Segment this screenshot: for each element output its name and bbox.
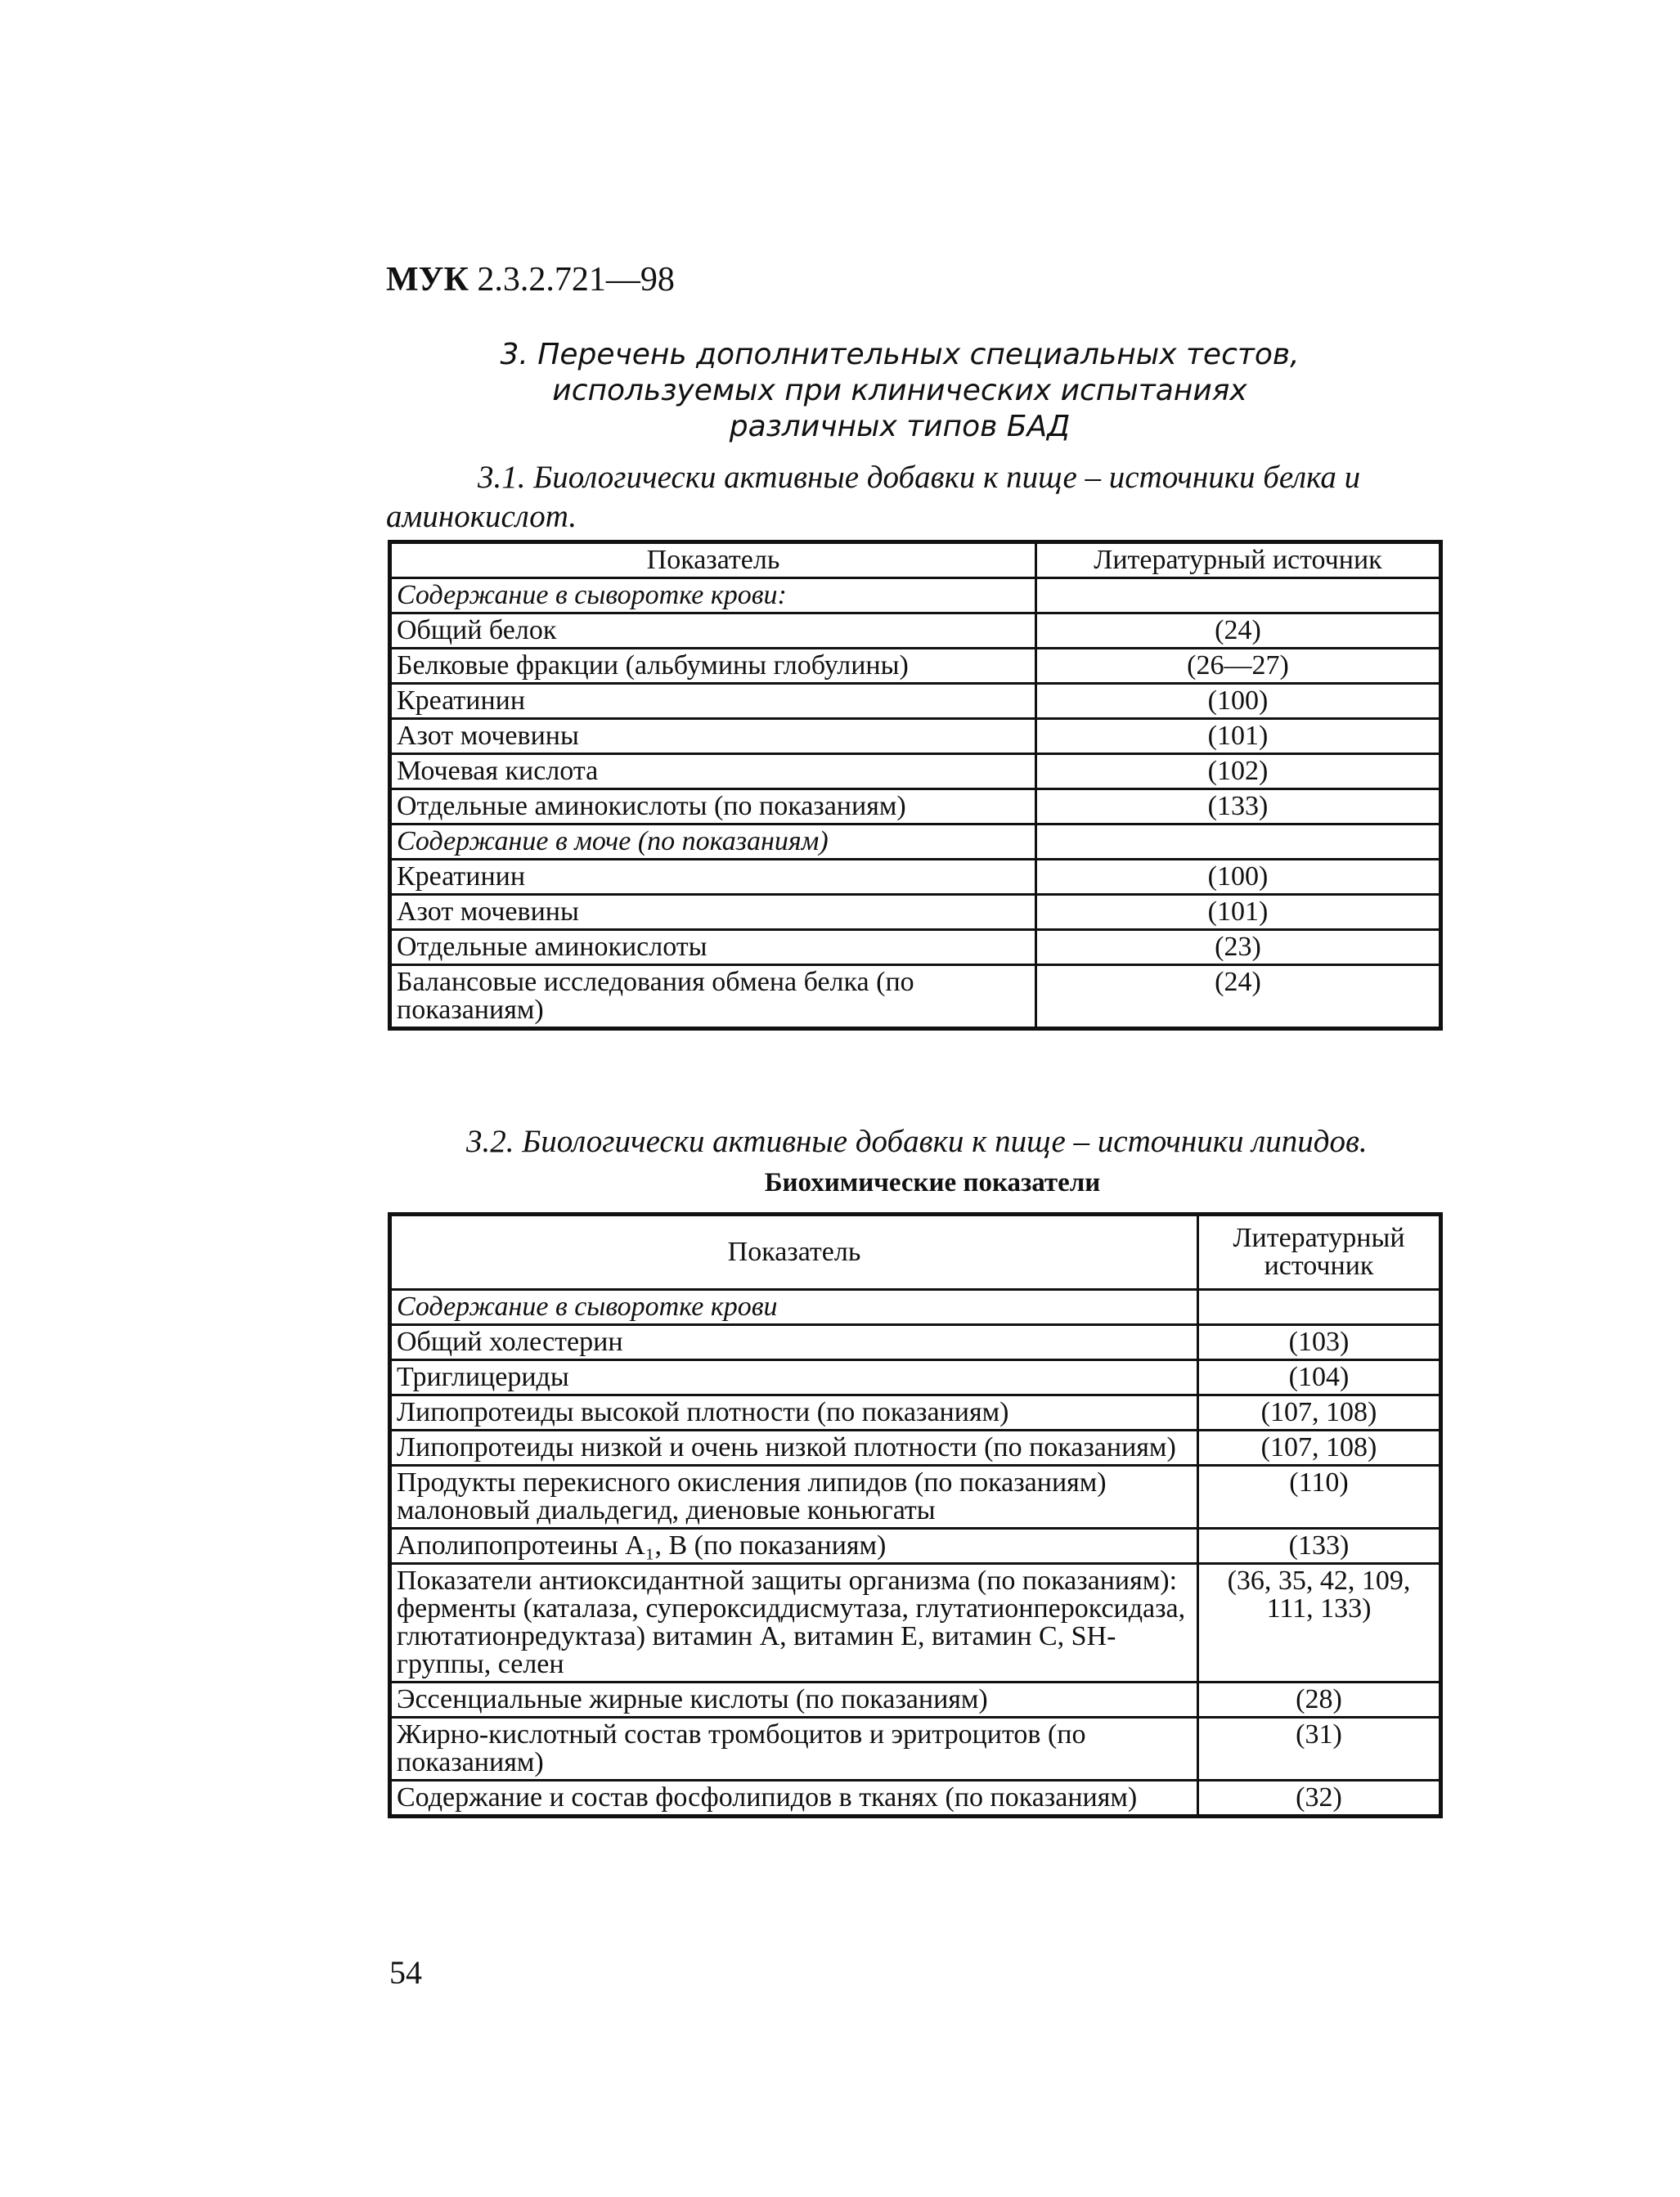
subsection-title-proteins: 3.1. Биологически активные добавки к пище – источники белка и аминокислот. bbox=[386, 460, 1361, 534]
indicator-cell: Креатинин bbox=[390, 860, 1036, 895]
table-row bbox=[390, 824, 1441, 860]
indicator-cell: Жирно-кислотный состав тромбоцитов и эритроцитов (по показаниям) bbox=[390, 1718, 1198, 1781]
table-row bbox=[390, 578, 1441, 613]
table-row bbox=[390, 895, 1441, 930]
table-header-row bbox=[390, 542, 1441, 578]
column-header-source: Литературный источник bbox=[1198, 1215, 1441, 1290]
indicator-cell: Общий холестерин bbox=[390, 1325, 1198, 1360]
table-row bbox=[390, 1395, 1441, 1431]
indicator-cell: Азот мочевины bbox=[390, 895, 1036, 930]
source-cell: (101) bbox=[1036, 719, 1441, 754]
table-row bbox=[390, 1529, 1441, 1564]
subsection-title-lipids: 3.2. Биологически активные добавки к пище – источники липидов. bbox=[466, 1124, 1368, 1159]
source-cell: (31) bbox=[1198, 1718, 1441, 1781]
indicator-cell: Аполипопротеины A₁, B (по показаниям) bbox=[390, 1529, 1198, 1564]
section-title bbox=[458, 337, 1341, 445]
source-cell bbox=[1036, 824, 1441, 860]
table-caption: Биохимические показатели bbox=[764, 1168, 1101, 1197]
source-cell bbox=[1036, 578, 1441, 613]
table-row bbox=[390, 965, 1441, 1029]
table-row bbox=[390, 1325, 1441, 1360]
table-row bbox=[390, 860, 1441, 895]
source-cell: (133) bbox=[1036, 789, 1441, 824]
indicator-cell: Азот мочевины bbox=[390, 719, 1036, 754]
table-group-label: Содержание в моче (по показаниям) bbox=[390, 824, 1036, 860]
indicator-cell: Липопротеиды низкой и очень низкой плотности (по показаниям) bbox=[390, 1431, 1198, 1466]
table-row bbox=[390, 930, 1441, 965]
source-cell: (100) bbox=[1036, 684, 1441, 719]
source-cell: (36, 35, 42, 109, 111, 133) bbox=[1198, 1564, 1441, 1683]
table-row bbox=[390, 1431, 1441, 1466]
indicator-cell: Мочевая кислота bbox=[390, 754, 1036, 789]
indicator-cell: Балансовые исследования обмена белка (по показаниям) bbox=[390, 965, 1036, 1029]
table-row bbox=[390, 1683, 1441, 1718]
source-cell: (103) bbox=[1198, 1325, 1441, 1360]
source-cell: (100) bbox=[1036, 860, 1441, 895]
document-code-number: 2.3.2.721—98 bbox=[477, 261, 675, 299]
source-cell: (24) bbox=[1036, 965, 1441, 1029]
source-cell: (24) bbox=[1036, 613, 1441, 649]
section-title-line: используемых при клинических испытаниях bbox=[552, 374, 1247, 407]
indicator-cell: Содержание и состав фосфолипидов в тканях (по показаниям) bbox=[390, 1781, 1198, 1817]
source-cell: (26—27) bbox=[1036, 649, 1441, 684]
source-cell bbox=[1198, 1290, 1441, 1325]
source-cell: (28) bbox=[1198, 1683, 1441, 1718]
indicator-cell: Показатели антиоксидантной защиты организма (по показаниям): ферменты (каталаза, супероксиддисмутаза, глутатионпероксидаза, глютатионредуктаза) витамин А, витамин Е, витамин С, SH-группы, селен bbox=[390, 1564, 1198, 1683]
indicator-cell: Триглицериды bbox=[390, 1360, 1198, 1395]
table-row bbox=[390, 754, 1441, 789]
source-cell: (23) bbox=[1036, 930, 1441, 965]
indicator-cell: Отдельные аминокислоты bbox=[390, 930, 1036, 965]
protein-tests-table bbox=[388, 540, 1443, 1031]
source-cell: (104) bbox=[1198, 1360, 1441, 1395]
table-group-label: Содержание в сыворотке крови bbox=[390, 1290, 1198, 1325]
table-row bbox=[390, 613, 1441, 649]
document-code-prefix: МУК bbox=[386, 261, 469, 299]
table-row bbox=[390, 649, 1441, 684]
table-row bbox=[390, 1564, 1441, 1683]
table-row bbox=[390, 1290, 1441, 1325]
indicator-cell: Отдельные аминокислоты (по показаниям) bbox=[390, 789, 1036, 824]
table-row bbox=[390, 684, 1441, 719]
source-cell: (32) bbox=[1198, 1781, 1441, 1817]
indicator-cell: Общий белок bbox=[390, 613, 1036, 649]
table-group-label: Содержание в сыворотке крови: bbox=[390, 578, 1036, 613]
table-row bbox=[390, 1781, 1441, 1817]
section-title-line: различных типов БАД bbox=[729, 410, 1071, 443]
column-header-indicator: Показатель bbox=[390, 542, 1036, 578]
table-row bbox=[390, 1466, 1441, 1529]
source-cell: (101) bbox=[1036, 895, 1441, 930]
indicator-cell: Креатинин bbox=[390, 684, 1036, 719]
column-header-indicator: Показатель bbox=[390, 1215, 1198, 1290]
table-row bbox=[390, 789, 1441, 824]
indicator-cell: Липопротеиды высокой плотности (по показаниям) bbox=[390, 1395, 1198, 1431]
indicator-cell: Эссенциальные жирные кислоты (по показаниям) bbox=[390, 1683, 1198, 1718]
table-header-row bbox=[390, 1215, 1441, 1290]
source-cell: (107, 108) bbox=[1198, 1395, 1441, 1431]
indicator-cell: Продукты перекисного окисления липидов (по показаниям) малоновый диальдегид, диеновые коньюгаты bbox=[390, 1466, 1198, 1529]
table-row bbox=[390, 1360, 1441, 1395]
page-number: 54 bbox=[389, 1954, 422, 1991]
source-cell: (133) bbox=[1198, 1529, 1441, 1564]
section-title-line: 3. Перечень дополнительных специальных тестов, bbox=[500, 338, 1300, 371]
table-row bbox=[390, 1718, 1441, 1781]
source-cell: (110) bbox=[1198, 1466, 1441, 1529]
table-row bbox=[390, 719, 1441, 754]
source-cell: (107, 108) bbox=[1198, 1431, 1441, 1466]
indicator-cell: Белковые фракции (альбумины глобулины) bbox=[390, 649, 1036, 684]
document-code bbox=[386, 260, 675, 299]
lipid-tests-table bbox=[388, 1212, 1443, 1818]
column-header-source: Литературный источник bbox=[1036, 542, 1441, 578]
source-cell: (102) bbox=[1036, 754, 1441, 789]
